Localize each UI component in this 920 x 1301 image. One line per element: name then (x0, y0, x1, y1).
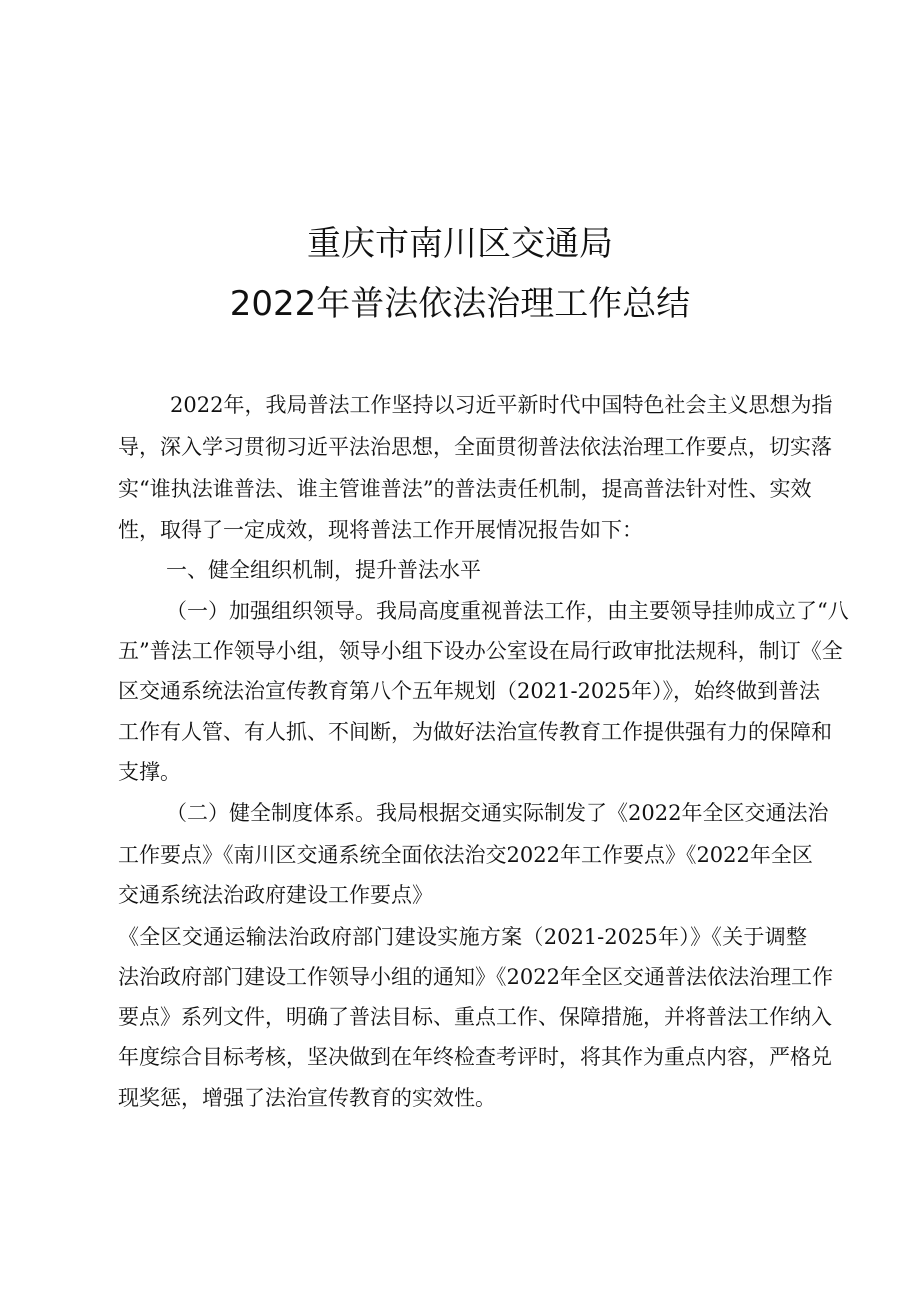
sub2-line-1: （二）健全制度体系。我局根据交通实际制发了《2022年全区交通法治 (166, 801, 829, 825)
sub1-line-5: 支撑。 (118, 760, 181, 784)
sub1-line-2: 五”普法工作领导小组，领导小组下设办公室设在局行政审批法规科，制订《全 (118, 639, 843, 663)
intro-line-4: 性，取得了一定成效，现将普法工作开展情况报告如下： (118, 518, 643, 542)
sub2-line-2: 工作要点》《南川区交通系统全面依法治交2022年工作要点》《2022年全区 (118, 843, 813, 867)
document-title-line-2: 2022年普法依法治理工作总结 (229, 284, 691, 324)
intro-line-3: 实“谁执法谁普法、谁主管谁普法”的普法责任机制，提高普法针对性、实效 (118, 477, 812, 501)
sub2-line-5: 法治政府部门建设工作领导小组的通知》《2022年全区交通普法依法治理工作 (118, 965, 833, 989)
sub2-line-7: 年度综合目标考核，坚决做到在年终检查考评时，将其作为重点内容，严格兑 (118, 1045, 832, 1069)
sub2-line-8: 现奖惩，增强了法治宣传教育的实效性。 (118, 1086, 496, 1110)
sub1-line-1: （一）加强组织领导。我局高度重视普法工作，由主要领导挂帅成立了“八 (166, 599, 849, 623)
sub1-line-4: 工作有人管、有人抓、不间断，为做好法治宣传教育工作提供强有力的保障和 (118, 720, 832, 744)
sub2-line-6: 要点》系列文件，明确了普法目标、重点工作、保障措施，并将普法工作纳入 (118, 1005, 832, 1029)
sub1-line-3: 区交通系统法治宣传教育第八个五年规划（2021-2025年）》，始终做到普法 (118, 679, 820, 703)
sub2-line-4: 《全区交通运输法治政府部门建设实施方案（2021-2025年）》《关于调整 (118, 925, 807, 949)
intro-line-1: 2022年，我局普法工作坚持以习近平新时代中国特色社会主义思想为指 (170, 393, 833, 417)
intro-line-2: 导，深入学习贯彻习近平法治思想，全面贯彻普法依法治理工作要点，切实落 (118, 435, 832, 459)
sub2-line-3: 交通系统法治政府建设工作要点》 (118, 883, 433, 907)
section-1-heading: 一、健全组织机制，提升普法水平 (166, 558, 481, 582)
document-title-line-1: 重庆市南川区交通局 (307, 224, 613, 264)
